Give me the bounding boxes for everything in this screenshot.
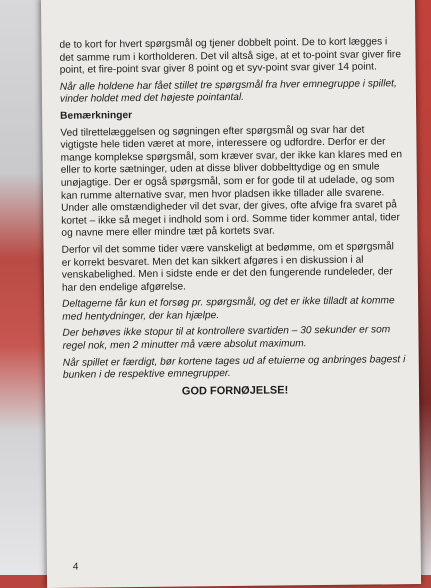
rulebook-page: [41, 0, 421, 588]
intro-paragraph: de to kort for hvert spørgsmål og tjener dobbelt point. De to kort lægges i det samme rum i kortholderen. Det vil altså sige, at et to-point svar giver fire point, et fire-point svar giver 8 point og et syv-point svar giver 14 point.: [59, 36, 402, 76]
remarks-paragraph-2: Derfor vil det somme tider være vanskeligt at bedømme, om et spørgsmål er korrekt besvaret. Men det kan sikkert afgøres i en diskussion i al venskabelighed. Men i sidste ende er det den fungerende rundeleder, der har den endelige afgørelse.: [61, 241, 394, 294]
winner-paragraph: Når alle holdene har fået stillet tre spørgsmål fra hver emnegruppe i spillet, vinder holdet med det højeste pointantal.: [59, 78, 397, 106]
remarks-paragraph-1: Ved tilrettelæggelsen og søgningen efter spørgsmål og svar har det vigtigste hele tiden været at more, interessere og udfordre. Derfor er der mange komplekse spørgsmål, som kræver svar, der ikke kan klares med en eller to korte sætninger, uden at disse bliver dobbelttydige og en smule unøjagtige. Der er også spørgsmål, som er for gode til at udelade, og som kan rumme alternative svar, men hvor pladsen ikke tillader alle svarene. Under alle omstændigheder vil det svar, der gives, ofte afvige fra svaret på kortet – ikke så meget i indhold som i ord. Somme tider kommer antal, tider og navne mere eller mindre tæt på kortets svar.: [60, 124, 403, 240]
page-content: [59, 36, 407, 403]
remarks-heading: Bemærkninger: [60, 109, 133, 122]
closing-text: GOD FORNØJELSE!: [181, 384, 289, 398]
rule-time: Der behøves ikke stopur til at kontrollere svartiden – 30 sekunder er som regel nok, men 2 minutter må være absolut maximum.: [62, 324, 391, 352]
rule-one-attempt: Deltagerne får kun et forsøg pr. spørgsmål, og det er ikke tilladt at komme med hentydninger, der kan hjælpe.: [62, 295, 395, 323]
page-number: 4: [72, 561, 79, 573]
rule-end: Når spillet er færdigt, bør kortene tages ud af etuierne og anbringes bagest i bunken i de respektive emnegrupper.: [62, 353, 406, 382]
